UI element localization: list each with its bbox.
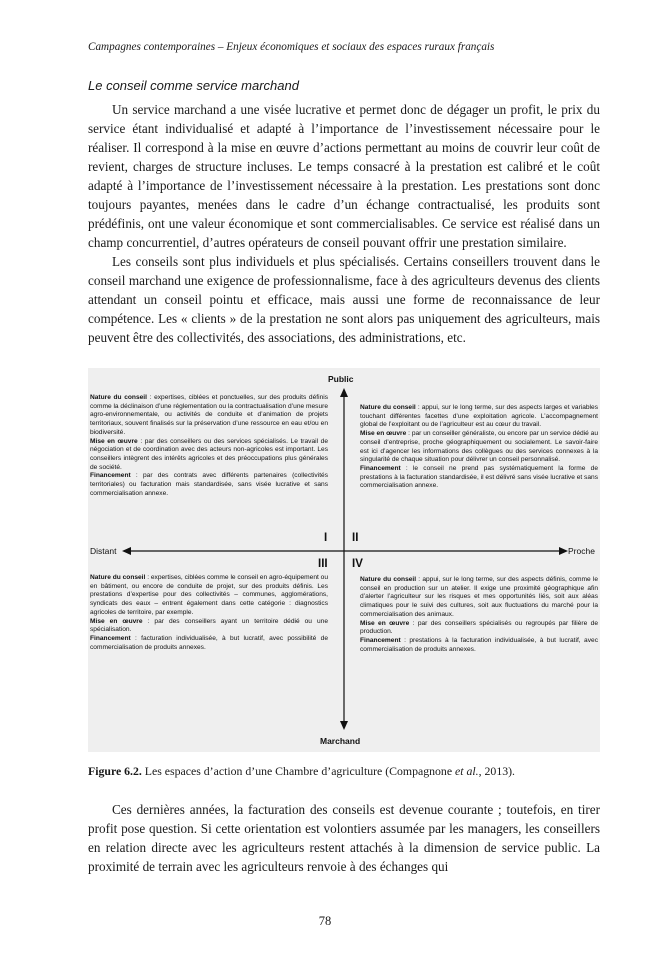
quadrant-1-text: [90, 394, 328, 498]
term-mise: Mise en œuvre: [90, 617, 143, 625]
quadrant-number-4: IV: [352, 558, 363, 570]
q4-financement-text: : prestations à la facturation individualisée, à but lucratif, avec commercialisation de produits annexes.: [360, 636, 598, 653]
caption-text-end: , 2013).: [478, 764, 515, 778]
quadrant-number-3: III: [318, 558, 328, 570]
page-number: 78: [318, 914, 332, 928]
q3-financement-text: : facturation individualisée, à but lucratif, avec possibilité de commercialisation de produits annexes.: [90, 634, 328, 651]
running-header: Campagnes contemporaines – Enjeux économiques et sociaux des espaces ruraux français: [88, 41, 495, 53]
term-mise: Mise en œuvre: [360, 619, 410, 627]
q2-mise-text: : par un conseiller généraliste, ou encore par un service dédié au conseil d’entreprise, proche géographiquement ou socialement. Le savoir-faire est ici d’agencer les informations des collègues ou des services connexes à la singularité de chaque situation pour délivrer un conseil personnalisé.: [360, 430, 598, 464]
paragraph: Les conseils sont plus individuels et plus spécialisés. Certains conseillers trouvent dans le conseil marchand une exigence de professionnalisme, face à des agriculteurs devenus des clients attendant un conseil pointu et efficace, mais aussi une forme de reconnaissance de leur compétence. Les « clients » de la prestation ne sont alors pas uniquement des agriculteurs, mais peuvent être des collectivités, des associations, des administrations, etc.: [88, 254, 600, 345]
paragraph: Un service marchand a une visée lucrative et permet donc de dégager un profit, le prix du service étant individualisé et adapté à l’importance de l’investissement nécessaire pour le réaliser. Il correspond à la mise en œuvre d’actions permettant au moins de couvrir leur coût de revient, charges de structure incluses. Le temps consacré à la prestation est calibré et le coût adapté à l’importance de l’investissement nécessaire à la prestation. Les prestations sont donc toujours payantes, menées dans le cadre d’un échange contractualisé, les produits sont prédéfinis, ont une valeur économique et sont commercialisables. Ce service est réalisé dans un champ concurrentiel, d’autres opérateurs de conseil pouvant offrir une prestation similaire.: [88, 102, 600, 250]
paragraph: Ces dernières années, la facturation des conseils est devenue courante ; toutefois, en tirer profit pose question. Si cette orientation est volontiers assumée par les managers, les conseillers en relation directe avec les agriculteurs restent attachés à la dimension de service public. La proximité de terrain avec les agriculteurs renvoie à des échanges qui: [88, 802, 600, 874]
q1-mise-text: : par des conseillers ou des services spécialisés. Le travail de négociation et de coordination avec des acteurs non-agricoles est important. Les conseillers intègrent des intérêts agricoles et des préoccupations plus générales de société.: [90, 437, 328, 471]
q2-financement-text: : le conseil ne prend pas systématiquement la forme de prestations à la facturation standardisée, il est délivré sans visée lucrative et sans commercialisation annexe.: [360, 464, 598, 490]
figure-caption: [88, 764, 608, 779]
term-financement: Financement: [360, 636, 401, 644]
q3-mise-text: : par des conseillers ayant un territoire dédié ou une spécialisation.: [90, 617, 328, 634]
quadrant-number-2: II: [352, 532, 359, 544]
caption-etal: et al.: [455, 764, 479, 778]
term-nature: Nature du conseil: [90, 394, 147, 401]
axis-label-distant: Distant: [90, 546, 117, 556]
axis-label-public: Public: [328, 374, 354, 384]
axis-label-marchand: Marchand: [320, 736, 361, 746]
quadrant-number-1: I: [324, 532, 328, 544]
term-mise: Mise en œuvre: [360, 430, 407, 438]
caption-label: Figure 6.2.: [88, 764, 142, 778]
term-mise: Mise en œuvre: [90, 437, 138, 445]
q4-mise-text: : par des conseillers spécialisés ou regroupés par filière de production.: [360, 619, 598, 636]
quadrant-2-text: [360, 404, 598, 491]
q1-nature-text: : expertises, ciblées et ponctuelles, sur des produits définis comme la déclinaison d’une réglementation ou la contractualisation d’une mesure agro-environnementale, ou activités de conduite et d’animation de projets territoriaux, souvent finalisés sur la préservation d’une ressource en eau et/ou en biodiversité.: [90, 394, 328, 436]
quadrant-4-text: [360, 576, 598, 654]
term-nature: Nature du conseil: [90, 574, 146, 581]
q3-nature-text: : expertises, ciblées comme le conseil en agro-équipement ou en bâtiment, ou encore de conduite de projet, sur des produits définis. Les prestations d’expertise pour des collectivités – communes, agglomérations, syndicats des eaux – entrent également dans cette catégorie : diagnostics agricoles de territoire, par exemple.: [90, 574, 328, 616]
body-text-bottom: [88, 800, 600, 876]
body-text-top: [88, 100, 600, 347]
term-financement: Financement: [90, 634, 131, 642]
quadrant-3-text: [90, 574, 328, 652]
term-nature: Nature du conseil: [360, 576, 417, 583]
section-title: Le conseil comme service marchand: [88, 78, 299, 93]
q4-nature-text: : appui, sur le long terme, sur des aspects définis, comme le conseil en production sur un atelier. Il exige une proximité géographique afin d’alerter l’agriculteur sur les risques et mes opportunités liés, soit aux aléas climatiques pour le suivi des cultures, soit aux fluctuations du marché pour la commercialisation des animaux.: [360, 576, 599, 618]
term-financement: Financement: [90, 472, 131, 480]
q1-financement-text: : par des contrats avec différents partenaires (collectivités territoriales) ou facturation mais standardisée, sans visée lucrative et sans commercialisation annexe.: [90, 472, 328, 497]
caption-text: Les espaces d’action d’une Chambre d’agriculture (Compagnone: [141, 764, 456, 778]
figure-quadrant-diagram: [88, 368, 600, 752]
q2-nature-text: : appui, sur le long terme, sur des aspects larges et variables touchant différentes facettes d’une exploitation agricole. L’accompagnement global de l’exploitant ou de l’agriculteur est au cœur du travail.: [360, 404, 598, 429]
term-financement: Financement: [360, 464, 401, 472]
term-nature: Nature du conseil: [360, 404, 416, 411]
axis-label-proche: Proche: [568, 546, 595, 556]
